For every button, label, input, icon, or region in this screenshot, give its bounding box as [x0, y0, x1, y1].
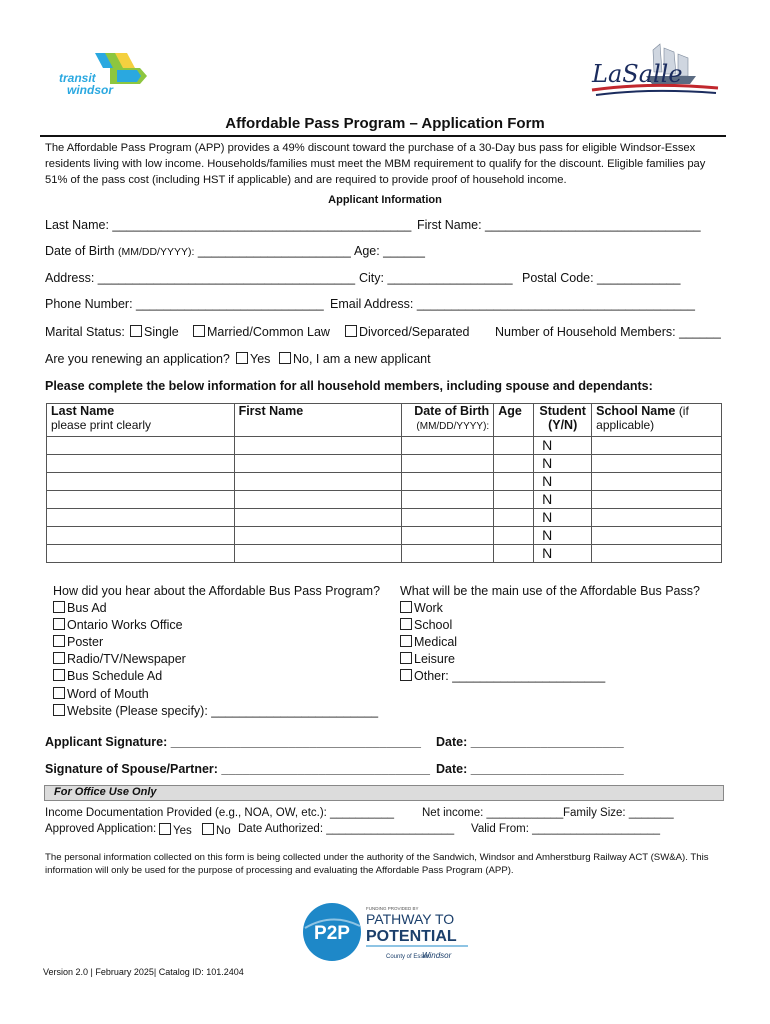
table-row[interactable]: N: [47, 509, 722, 527]
dob-field[interactable]: [45, 244, 351, 258]
svg-text:transit: transit: [59, 71, 96, 85]
checkbox-icon[interactable]: [345, 325, 357, 337]
checkbox-icon[interactable]: [130, 325, 142, 337]
heard-about-question: How did you hear about the Affordable Bus Pass Program?: [53, 584, 381, 598]
header-first-name: First Name: [234, 404, 402, 437]
marital-status-label: Marital Status:: [45, 325, 125, 339]
family-size-field[interactable]: Family Size: _______: [563, 807, 674, 819]
marital-single-option[interactable]: [130, 325, 179, 339]
spouse-date-field[interactable]: Date: ______________________: [436, 762, 624, 776]
checkbox-icon[interactable]: [53, 635, 65, 647]
use-option-other[interactable]: Other: ______________________: [400, 669, 605, 683]
checkbox-icon[interactable]: [400, 652, 412, 664]
net-income-field[interactable]: Net income: ____________: [422, 807, 564, 819]
postal-code-field[interactable]: Postal Code: ____________: [522, 271, 681, 285]
county-text: County of Essex: [386, 954, 430, 960]
checkbox-icon[interactable]: [53, 618, 65, 630]
age-field[interactable]: Age: ______: [354, 244, 425, 258]
marital-married-option[interactable]: [193, 325, 330, 339]
option-label: Married/Common Law: [207, 325, 330, 339]
spouse-signature-field[interactable]: Signature of Spouse/Partner: ______________________________: [45, 762, 430, 776]
transit-windsor-logo: [55, 48, 150, 98]
checkbox-icon[interactable]: [53, 669, 65, 681]
checkbox-icon[interactable]: [53, 601, 65, 613]
first-name-field[interactable]: First Name: _______________________________: [417, 218, 701, 232]
checkbox-icon[interactable]: [400, 669, 412, 681]
checkbox-icon[interactable]: [53, 704, 65, 716]
potential-text: POTENTIAL: [366, 928, 457, 945]
income-docs-field[interactable]: Income Documentation Provided (e.g., NOA, OW, etc.): __________: [45, 807, 395, 819]
members-heading: Please complete the below information for all household members, including spouse and dependants:: [45, 379, 653, 393]
table-row[interactable]: N: [47, 545, 722, 563]
checkbox-icon[interactable]: [400, 618, 412, 630]
table-row[interactable]: N: [47, 437, 722, 455]
city-field[interactable]: City: __________________: [359, 271, 513, 285]
checkbox-icon[interactable]: [279, 352, 291, 364]
heard-option-radio-tv[interactable]: Radio/TV/Newspaper: [53, 652, 186, 666]
header-school: School Name (if applicable): [592, 404, 722, 437]
header-student: Student (Y/N): [534, 404, 592, 437]
checkbox-icon[interactable]: [193, 325, 205, 337]
heard-option-word-of-mouth[interactable]: Word of Mouth: [53, 687, 149, 701]
phone-field[interactable]: Phone Number: ___________________________: [45, 297, 324, 311]
intro-paragraph: The Affordable Pass Program (APP) provides a 49% discount toward the purchase of a 30-Day bus pass for eligible Windsor-Essex residents living with low income. Households/families must meet the MBM requirement to qualify for the discount. Eligible families pay 51% of the pass cost (including HST if applicable) and are required to provide proof of household income.: [45, 142, 706, 186]
dob-format: (MM/DD/YYYY):: [117, 246, 195, 258]
use-option-work[interactable]: Work: [400, 601, 443, 615]
option-label: Yes: [250, 352, 271, 366]
approved-no-option[interactable]: No: [202, 823, 231, 837]
applicant-signature-field[interactable]: Applicant Signature: ____________________________________: [45, 735, 421, 749]
approved-yes-option[interactable]: Yes: [159, 823, 192, 837]
heard-option-website[interactable]: Website (Please specify): ________________________: [53, 704, 378, 718]
last-name-field[interactable]: Last Name: ___________________________________________: [45, 218, 412, 232]
title-rule: [40, 135, 726, 137]
lasalle-logo: [588, 42, 723, 102]
checkbox-icon[interactable]: [400, 601, 412, 613]
heard-option-poster[interactable]: Poster: [53, 635, 103, 649]
option-label: No, I am a new applicant: [293, 352, 431, 366]
header-age: Age: [494, 404, 534, 437]
renewing-yes-option[interactable]: [236, 352, 270, 366]
table-row[interactable]: N: [47, 491, 722, 509]
use-option-medical[interactable]: Medical: [400, 635, 457, 649]
household-members-table: [46, 403, 722, 563]
email-field[interactable]: Email Address: ________________________________________: [330, 297, 695, 311]
checkbox-icon[interactable]: [159, 823, 171, 835]
valid-from-field[interactable]: Valid From: ____________________: [471, 823, 661, 835]
table-row[interactable]: N: [47, 473, 722, 491]
applicant-info-heading: Applicant Information: [328, 194, 442, 206]
use-option-school[interactable]: School: [400, 618, 452, 632]
checkbox-icon[interactable]: [202, 823, 214, 835]
main-use-question: What will be the main use of the Affordable Bus Pass?: [400, 584, 700, 598]
header-last-name: Last Name please print clearly: [47, 404, 235, 437]
applicant-date-field[interactable]: Date: ______________________: [436, 735, 624, 749]
checkbox-icon[interactable]: [400, 635, 412, 647]
svg-text:LaSalle: LaSalle: [592, 60, 683, 88]
pathway-to-potential-logo: [300, 898, 475, 968]
table-row[interactable]: N: [47, 455, 722, 473]
heard-option-bus-schedule[interactable]: Bus Schedule Ad: [53, 669, 162, 683]
table-row[interactable]: N: [47, 527, 722, 545]
pathway-text: PATHWAY TO: [366, 911, 455, 927]
date-authorized-field[interactable]: Date Authorized: ____________________: [238, 823, 455, 835]
svg-text:windsor: windsor: [67, 83, 114, 97]
windsor-text: Windsor: [422, 951, 452, 960]
dob-label: Date of Birth: [45, 244, 115, 258]
option-label: Single: [144, 325, 179, 339]
heard-option-bus-ad[interactable]: Bus Ad: [53, 601, 107, 615]
p2p-badge-text: P2P: [314, 923, 350, 944]
option-label: Divorced/Separated: [359, 325, 470, 339]
form-title: Affordable Pass Program – Application Form: [225, 115, 545, 132]
dob-line: ______________________: [197, 244, 351, 258]
privacy-notice: The personal information collected on this form is being collected under the authority of the Sandwich, Windsor and Amherstburg Railway ACT (SW&A). This information will only be used for the purpose of processing and evaluating the Affordable Pass Program (APP).: [45, 852, 709, 876]
checkbox-icon[interactable]: [53, 687, 65, 699]
checkbox-icon[interactable]: [53, 652, 65, 664]
header-dob: Date of Birth (MM/DD/YYYY):: [402, 404, 494, 437]
heard-option-ontario-works[interactable]: Ontario Works Office: [53, 618, 183, 632]
checkbox-icon[interactable]: [236, 352, 248, 364]
funding-text: FUNDING PROVIDED BY: [366, 906, 419, 911]
table-header-row: [47, 404, 722, 437]
use-option-leisure[interactable]: Leisure: [400, 652, 455, 666]
address-field[interactable]: Address: _____________________________________: [45, 271, 356, 285]
marital-divorced-option[interactable]: [345, 325, 469, 339]
household-members-field[interactable]: Number of Household Members: ______: [495, 325, 721, 339]
renewing-no-option[interactable]: [279, 352, 431, 366]
version-footer: Version 2.0 | February 2025| Catalog ID: 101.2404: [43, 967, 244, 977]
approved-label: Approved Application:: [45, 823, 157, 835]
office-use-heading: For Office Use Only: [54, 786, 157, 798]
renewing-label: Are you renewing an application?: [45, 352, 230, 366]
